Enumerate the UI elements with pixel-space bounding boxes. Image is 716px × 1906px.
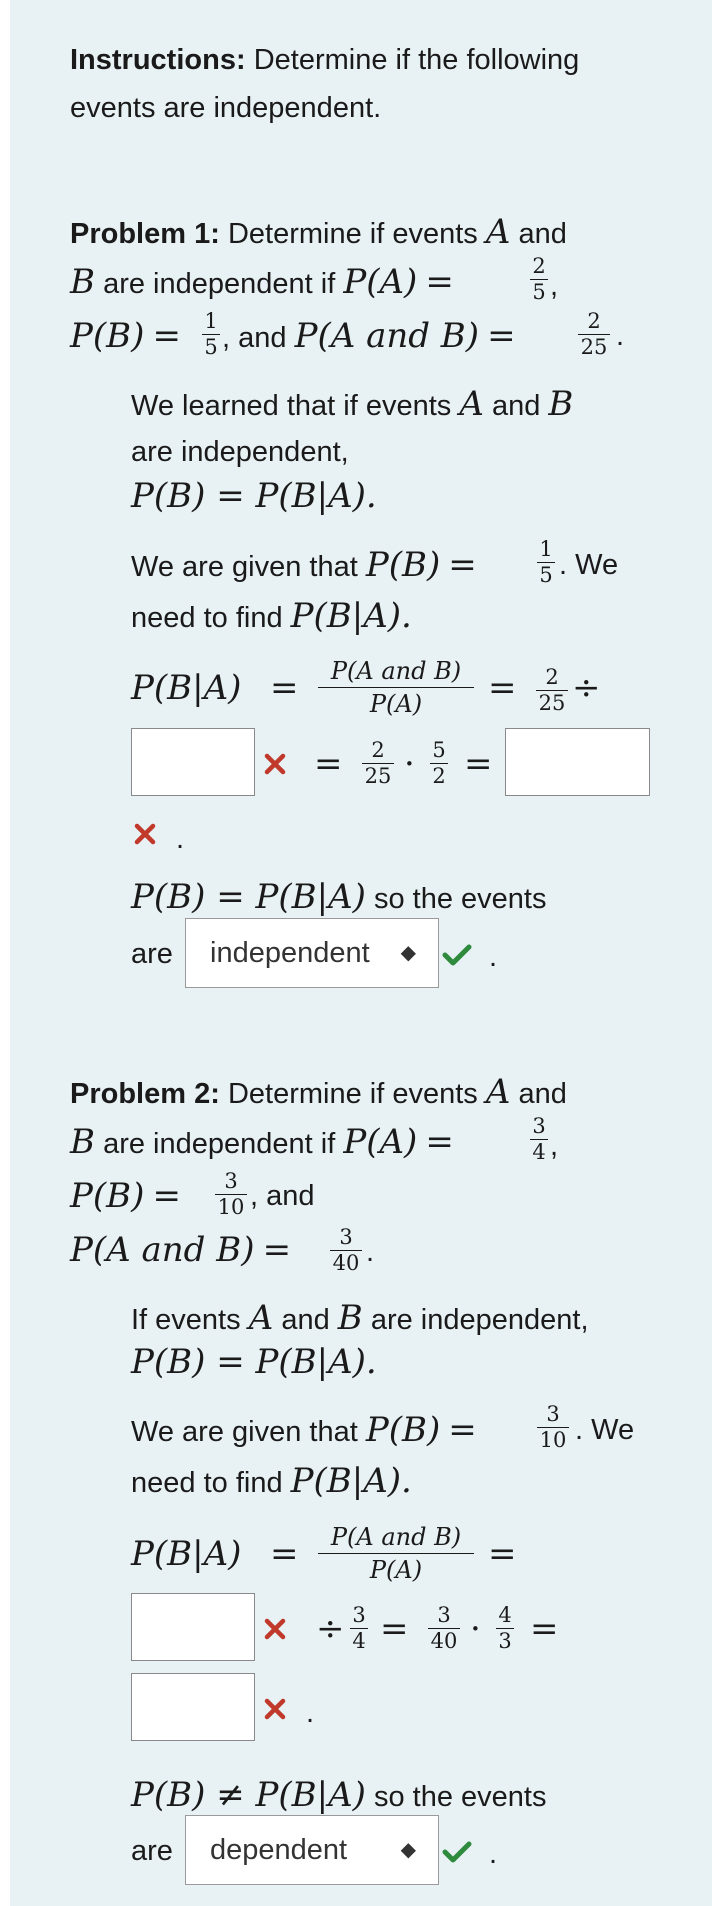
fraction: 2 5: [530, 255, 548, 304]
fraction: 3 40: [428, 1604, 460, 1653]
problem1-statement-line-2: B are independent if P(A) =: [70, 262, 454, 302]
instructions-line-2: events are independent.: [70, 92, 382, 124]
fraction: 2 25: [536, 666, 568, 715]
incorrect-x-icon: [264, 1618, 286, 1640]
problem2-statement-line-2: B are independent if P(A) =: [70, 1122, 454, 1162]
instructions-label: Instructions:: [70, 44, 246, 76]
correct-check-icon: [442, 943, 472, 967]
probability-ratio: P(A and B) P(A): [318, 656, 474, 719]
problem1-statement-line-3: P(B) =: [70, 316, 181, 356]
problem1-answer-input-1[interactable]: [131, 728, 255, 796]
problem1-given-line-1: We are given that P(B) =: [131, 545, 477, 585]
instructions-line-1: Instructions: Determine if the following: [70, 44, 580, 76]
fraction: 3 10: [215, 1170, 247, 1219]
problem2-answer-input-2[interactable]: [131, 1673, 255, 1741]
fraction: 3 4: [350, 1604, 368, 1653]
incorrect-x-icon: [264, 1698, 286, 1720]
dropdown-caret-icon: ◆: [400, 1839, 416, 1861]
problem1-answer-input-2[interactable]: [505, 728, 650, 796]
probability-ratio: P(A and B) P(A): [318, 1522, 474, 1585]
fraction: 4 3: [496, 1604, 514, 1653]
problem1-independence-select[interactable]: independent ◆: [185, 918, 439, 988]
problem1-label: Problem 1:: [70, 218, 220, 250]
fraction: 3 4: [530, 1115, 548, 1164]
dropdown-caret-icon: ◆: [400, 942, 416, 964]
problem2-given-line-1: We are given that P(B) =: [131, 1410, 477, 1450]
problem2-label: Problem 2:: [70, 1078, 220, 1110]
problem1-statement-line-1: Problem 1: Determine if events A and: [70, 212, 567, 252]
incorrect-x-icon: [134, 823, 156, 845]
fraction: 3 40: [330, 1226, 362, 1275]
problem2-statement-line-1: Problem 2: Determine if events A and: [70, 1072, 567, 1112]
incorrect-x-icon: [264, 753, 286, 775]
problem2-learned-line-1: If events A and B are independent,: [131, 1298, 589, 1338]
fraction: 2 25: [362, 739, 394, 788]
problem2-independence-rule: P(B) = P(B|A).: [131, 1342, 377, 1382]
correct-check-icon: [442, 1840, 472, 1864]
fraction: 1 5: [202, 310, 220, 359]
fraction: 2 25: [578, 310, 610, 359]
fraction: 3 10: [537, 1403, 569, 1452]
problem2-statement-line-4: P(A and B) =: [70, 1230, 292, 1270]
problem1-conclusion: P(B) = P(B|A) so the events: [131, 877, 547, 917]
problem2-statement-line-3: P(B) =: [70, 1176, 181, 1216]
problem2-independence-select[interactable]: dependent ◆: [185, 1815, 439, 1885]
fraction: 1 5: [537, 538, 555, 587]
problem1-independence-rule: P(B) = P(B|A).: [131, 476, 377, 516]
problem2-answer-input-1[interactable]: [131, 1593, 255, 1661]
problem1-learned-line-1: We learned that if events A and B: [131, 384, 574, 424]
problem2-conclusion: P(B) ≠ P(B|A) so the events: [131, 1775, 547, 1815]
fraction: 5 2: [430, 739, 448, 788]
